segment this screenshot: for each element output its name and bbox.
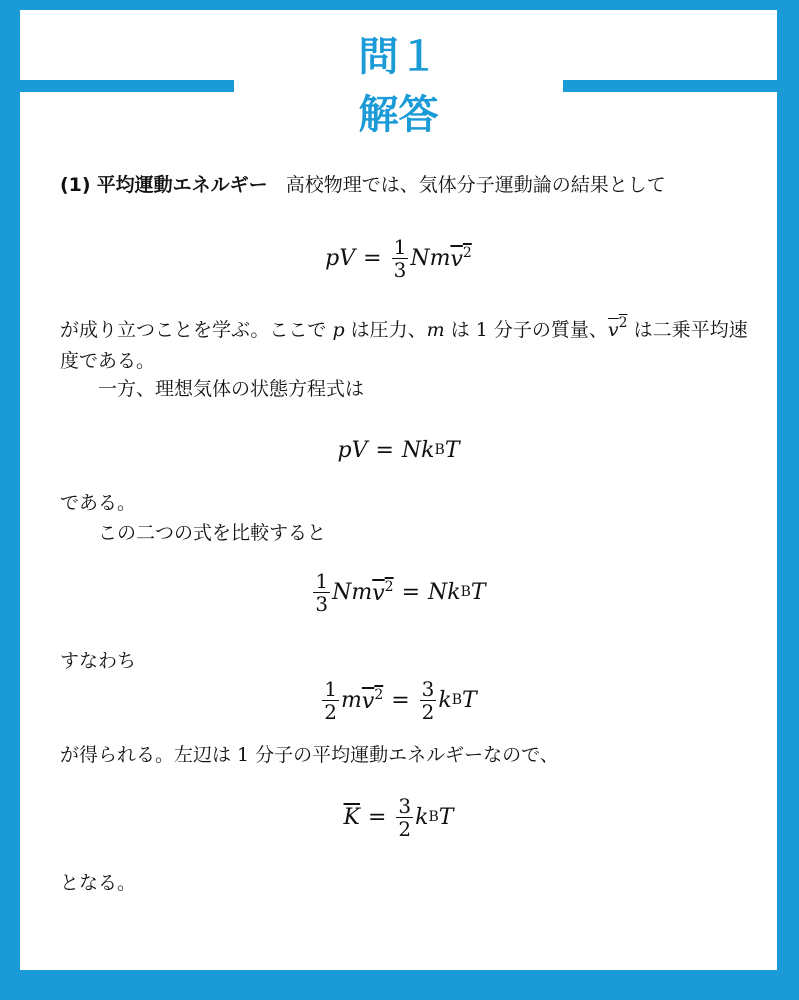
eq4-denominator-left: 2 (324, 699, 337, 724)
eq3-t: T (470, 579, 486, 605)
eq3-fraction (313, 570, 330, 615)
eq5-numerator: 3 (398, 793, 412, 818)
eq4-exponent: 2 (374, 686, 384, 703)
eq4-t: T (462, 687, 477, 713)
equation-kinetic-energy (20, 668, 777, 732)
p2-text-b: は圧力、 (350, 319, 427, 341)
paragraph-naru: となる。 (60, 872, 137, 894)
eq2-t: T (444, 437, 460, 463)
eq5-equals: = (367, 804, 387, 830)
eq1-exponent: 2 (462, 244, 472, 261)
eq3-numerator: 1 (315, 568, 329, 593)
paragraph-definitions (60, 308, 760, 377)
p2-text-a: が成り立つことを学ぶ。ここで (60, 319, 327, 341)
eq3-subscript: B (460, 584, 471, 600)
paragraph-result: が得られる。左辺は 1 分子の平均運動エネルギーなので、 (60, 744, 559, 766)
eq1-numerator: 1 (393, 234, 407, 259)
eq4-rhs: k (438, 687, 452, 713)
paragraph-compare: この二つの式を比較すると (98, 522, 327, 544)
equation-kinetic-theory (20, 228, 777, 288)
p2-text-c: は 1 分子の質量、 (450, 319, 608, 341)
answer-card (20, 10, 777, 970)
eq3-exponent: 2 (384, 578, 394, 595)
eq3-denominator: 3 (315, 591, 329, 616)
eq1-denominator: 3 (393, 257, 407, 282)
section-heading: 平均運動エネルギー (96, 174, 268, 196)
eq1-v: v (450, 246, 463, 272)
p2-exponent: 2 (618, 315, 628, 331)
eq5-fraction (396, 795, 413, 840)
eq5-subscript: B (428, 809, 439, 825)
eq5-denominator: 2 (398, 816, 412, 841)
paragraph-sunawachi: すなわち (60, 650, 137, 672)
eq5-rhs: k (415, 804, 429, 830)
eq3-rhs: Nk (428, 579, 461, 605)
equation-average-energy (20, 785, 777, 849)
eq4-v: v (361, 688, 375, 714)
eq4-numerator-right: 3 (421, 676, 435, 701)
equation-ideal-gas (20, 425, 777, 475)
paragraph-ideal-gas: 一方、理想気体の状態方程式は (98, 378, 365, 400)
header-rule-left (20, 80, 234, 92)
eq3-v: v (372, 580, 385, 606)
eq3-mean-square (372, 579, 393, 606)
eq5-lhs: $\overline{K}$ (343, 804, 360, 830)
p2-mean-square (607, 315, 628, 341)
eq1-fraction (392, 236, 409, 281)
title-line-1: 問１ (358, 34, 439, 80)
p2-v: v (607, 319, 619, 341)
eq2-subscript: B (434, 442, 445, 458)
eq4-fraction-left (322, 678, 339, 723)
eq4-subscript: B (451, 692, 463, 708)
header-rule-right (563, 80, 777, 92)
eq1-equals: = (363, 245, 382, 271)
title-line-2: 解答 (358, 92, 439, 138)
equation-compare (20, 560, 777, 624)
p2-symbol-p: p (332, 319, 345, 341)
eq2-equals: = (375, 437, 394, 463)
eq4-lhs: m (341, 687, 362, 713)
eq1-rhs: Nm (410, 245, 451, 271)
eq3-lhs: Nm (332, 579, 373, 605)
eq2-lhs: pV (337, 437, 368, 463)
section-intro-text: 高校物理では、気体分子運動論の結果として (285, 174, 666, 196)
eq4-equals: = (391, 687, 410, 713)
eq1-mean-square (450, 245, 471, 272)
section-intro (60, 170, 760, 201)
p2-text-d: は二乗平均速度である。 (60, 319, 748, 372)
eq4-numerator-left: 1 (324, 676, 337, 701)
section-number: (1) (60, 174, 91, 196)
p2-symbol-m: m (426, 319, 445, 341)
eq4-mean-square (362, 687, 383, 714)
eq4-fraction-right (420, 678, 437, 723)
eq2-rhs: Nk (401, 437, 435, 463)
eq5-t: T (438, 804, 454, 830)
paragraph-dearu: である。 (60, 492, 137, 514)
eq1-lhs: pV (325, 245, 356, 271)
eq4-denominator-right: 2 (421, 699, 435, 724)
eq3-equals: = (401, 579, 421, 605)
